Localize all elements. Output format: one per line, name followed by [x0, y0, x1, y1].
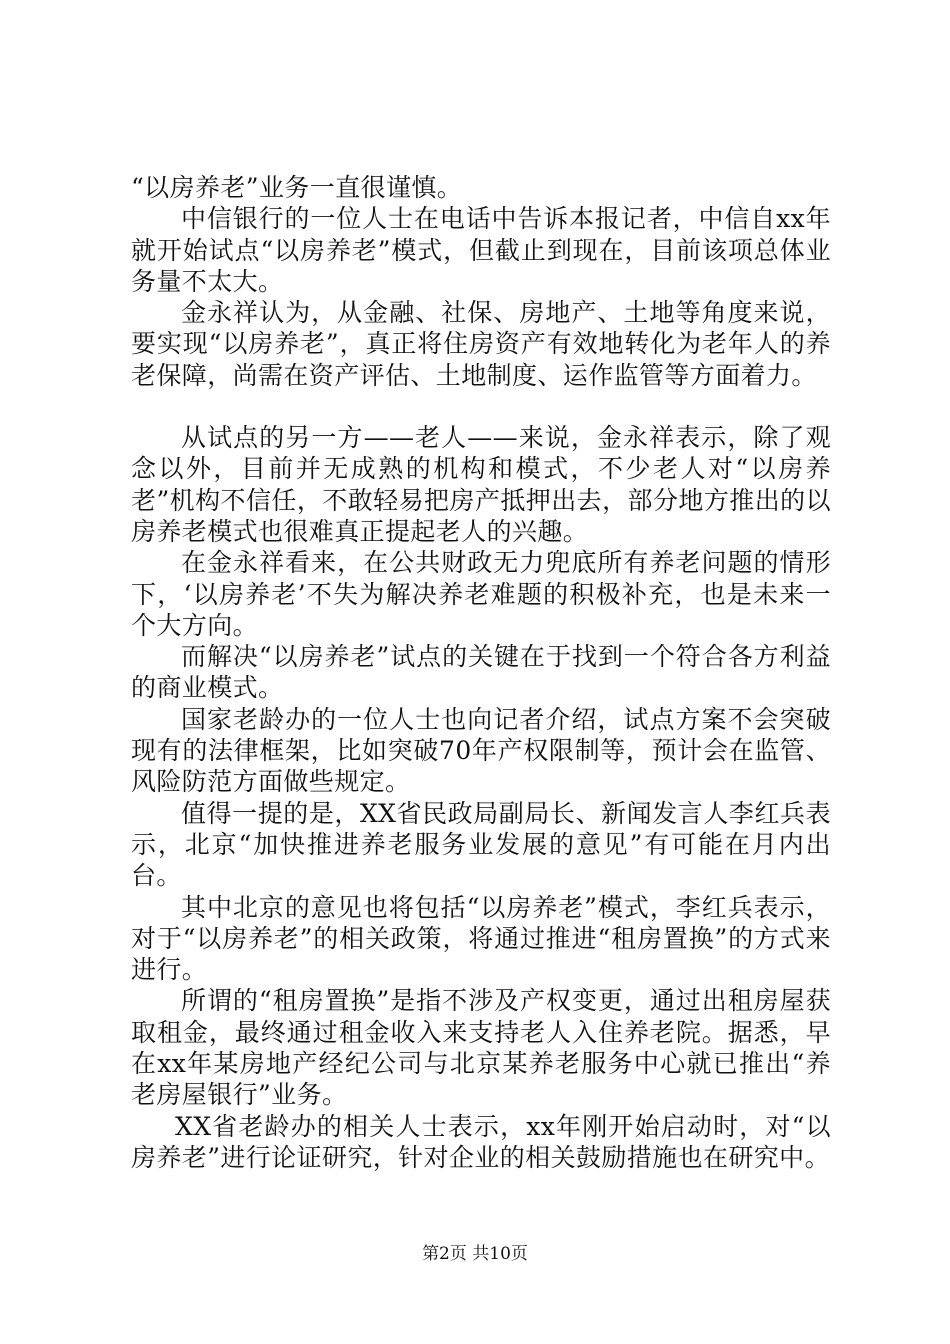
paragraph: 其中北京的意见也将包括“以房养老”模式，李红兵表示，对于“以房养老”的相关政策，将通过推进“租房置换”的方式来进行。 [131, 892, 831, 985]
paragraph: 在金永祥看来，在公共财政无力兜底所有养老问题的情形下，‘以房养老’不失为解决养老难题的积极补充，也是未来一个大方向。 [131, 548, 831, 640]
paragraph: 国家老龄办的一位人士也向记者介绍，试点方案不会突破现有的法律框架，比如突破70年产权限制等，预计会在监管、风险防范方面做些规定。 [131, 704, 831, 797]
paragraph: 从试点的另一方——老人——来说，金永祥表示，除了观念以外，目前并无成熟的机构和模式，不少老人对“以房养老”机构不信任，不敢轻易把房产抵押出去，部分地方推出的以房养老模式也很难真正提起老人的兴趣。 [131, 423, 831, 546]
paragraph-gap [131, 391, 831, 422]
paragraph: 金永祥认为，从金融、社保、房地产、土地等角度来说，要实现“以房养老”，真正将住房资产有效地转化为老年人的养老保障，尚需在资产评估、土地制度、运作监管等方面着力。 [131, 298, 831, 390]
paragraph: XX省老龄办的相关人士表示，xx年刚开始启动时，对“以房养老”进行论证研究，针对企业的相关鼓励措施也在研究中。 [131, 1111, 831, 1172]
paragraph: 中信银行的一位人士在电话中告诉本报记者，中信自xx年就开始试点“以房养老”模式，但截止到现在，目前该项总体业务量不太大。 [131, 204, 831, 296]
page-number-footer: 第2页 共10页 [422, 1244, 528, 1264]
paragraph: 所谓的“租房置换”是指不涉及产权变更，通过出租房屋获取租金，最终通过租金收入来支持老人入住养老院。据悉，早在xx年某房地产经纪公司与北京某养老服务中心就已推出“养老房屋银行”业务。 [131, 986, 831, 1110]
document-body [131, 172, 831, 1173]
paragraph: 而解决“以房养老”试点的关键在于找到一个符合各方利益的商业模式。 [131, 642, 831, 703]
paragraph: 值得一提的是，XX省民政局副局长、新闻发言人李红兵表示，北京“加快推进养老服务业发展的意见”有可能在月内出台。 [131, 798, 831, 891]
paragraph: “以房养老”业务一直很谨慎。 [131, 173, 463, 202]
